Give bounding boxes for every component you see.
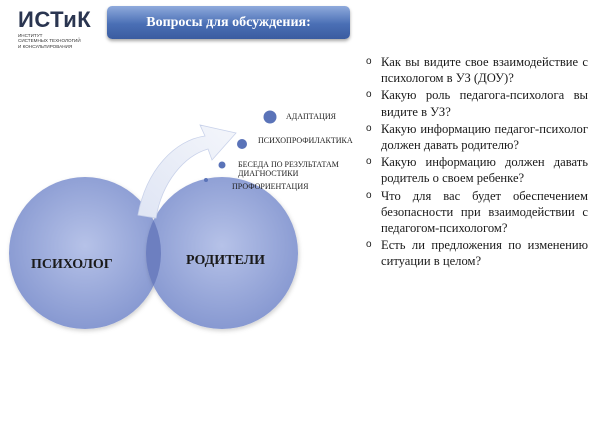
step-dot-adaptation: [264, 111, 277, 124]
question-item: o Какую информацию должен давать родитель о своем ребенке?: [366, 154, 588, 186]
logo-line-2: СИСТЕМНЫХ ТЕХНОЛОГИЙ: [18, 38, 81, 44]
step-label-psychoprophylaxis: ПСИХОПРОФИЛАКТИКА: [258, 136, 353, 145]
logo-mark: ИСТиК: [18, 7, 92, 32]
logo-line-3: И КОНСУЛЬТИРОВАНИЯ: [18, 43, 73, 49]
step-label-career: ПРОФОРИЕНТАЦИЯ: [232, 182, 309, 191]
step-dot-diagnostics: [219, 162, 226, 169]
question-item: o Какую роль педагога-психолога вы видите в УЗ?: [366, 87, 588, 119]
question-item: o Как вы видите свое взаимодействие с психологом в УЗ (ДОУ)?: [366, 54, 588, 86]
step-dot-psychoprophylaxis: [237, 139, 247, 149]
page-title: Вопросы для обсуждения:: [146, 14, 311, 30]
label-parents: РОДИТЕЛИ: [186, 253, 265, 268]
step-label-adaptation: АДАПТАЦИЯ: [286, 112, 336, 121]
question-item: o Какую информацию педагог-психолог должен давать родителю?: [366, 121, 588, 153]
question-item: o Есть ли предложения по изменению ситуации в целом?: [366, 237, 588, 269]
questions-list: [366, 54, 588, 271]
step-dot-career: [204, 178, 208, 182]
step-label-diagnostics-1: БЕСЕДА ПО РЕЗУЛЬТАТАМ: [238, 160, 339, 169]
question-item: o Что для вас будет обеспечением безопасности при взаимодействии с педагогом-психологом?: [366, 188, 588, 237]
logo-line-1: ИНСТИТУТ: [18, 33, 43, 38]
step-label-diagnostics-2: ДИАГНОСТИКИ: [238, 169, 299, 178]
label-psychologist: ПСИХОЛОГ: [31, 257, 113, 272]
circle-psychologist: [9, 177, 161, 329]
